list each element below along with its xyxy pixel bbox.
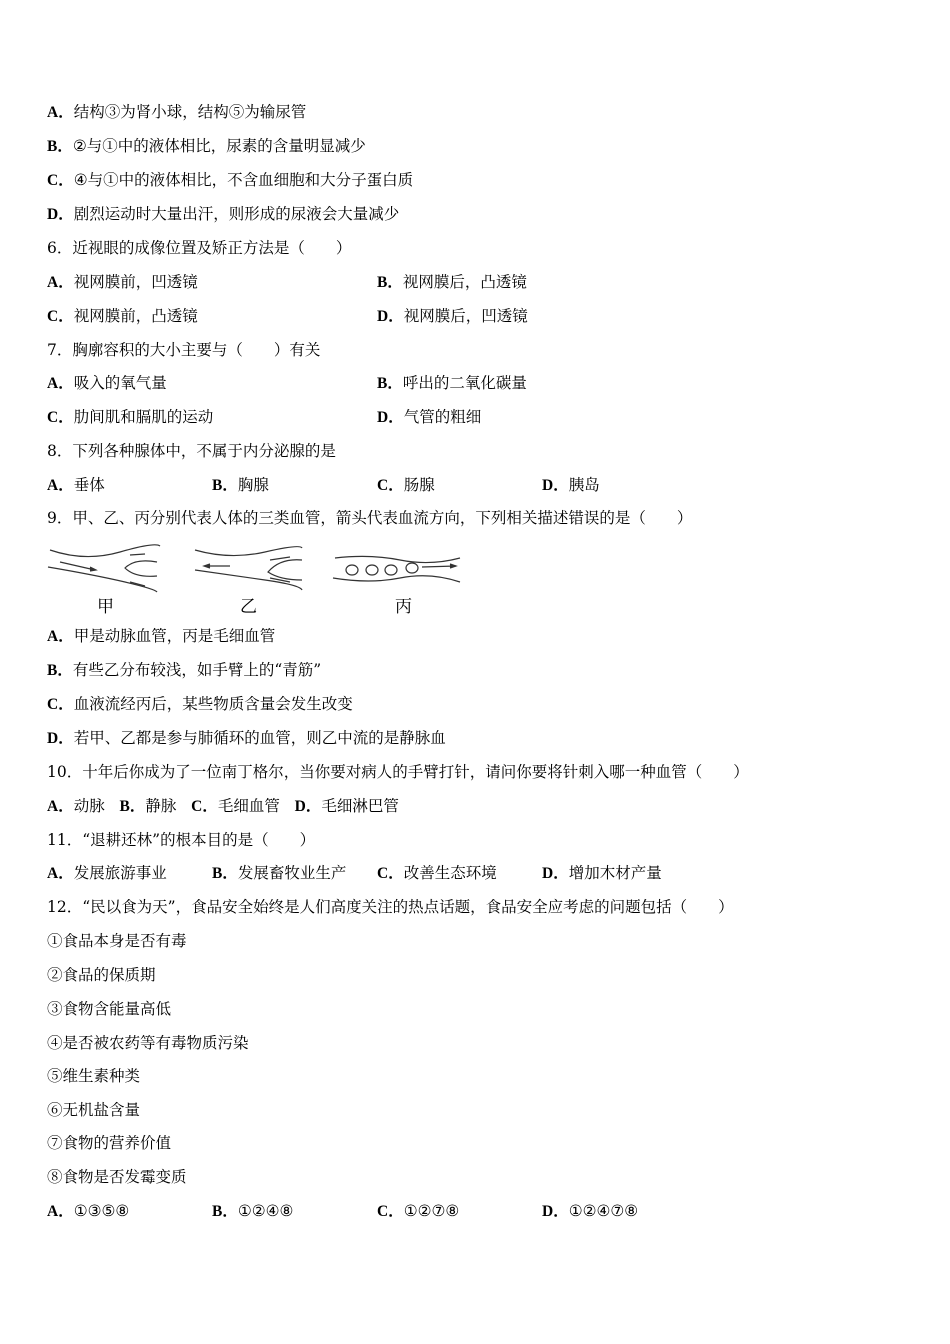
q12-item: ④是否被农药等有毒物质污染 (47, 1034, 249, 1052)
figure-label-bing: 丙 (395, 597, 412, 617)
q6-option-a (47, 272, 198, 293)
option-label: B． (377, 274, 403, 291)
option-text: 视网膜前，凹透镜 (73, 273, 198, 291)
option-text: ②与①中的液体相比，尿素的含量明显减少 (72, 137, 366, 155)
option-text: 动脉 (73, 797, 105, 815)
q9-option-c (47, 694, 353, 715)
q12-item: ⑥无机盐含量 (47, 1101, 141, 1119)
option-text: 肋间肌和膈肌的运动 (73, 408, 214, 426)
option-label: A． (47, 1203, 74, 1220)
q6-stem: 6．近视眼的成像位置及矫正方法是（ ） (47, 239, 352, 257)
option-label: C． (47, 172, 74, 189)
option-text: 毛细淋巴管 (321, 797, 399, 815)
option-text: 垂体 (73, 476, 105, 494)
option-text: 肠腺 (403, 476, 435, 494)
option-text: 剧烈运动时大量出汗，则形成的尿液会大量减少 (73, 205, 400, 223)
q7-stem: 7．胸廓容积的大小主要与（ ）有关 (47, 341, 321, 359)
option-text: 甲是动脉血管，丙是毛细血管 (73, 627, 276, 645)
q11-option-d (542, 863, 662, 884)
option-text: 发展畜牧业生产 (237, 864, 347, 882)
q7-option-a (47, 373, 167, 394)
q10-options (47, 796, 399, 817)
q8-option-a (47, 475, 105, 496)
q6-option-d (377, 306, 528, 327)
q7-option-d (377, 407, 481, 428)
option-text: 视网膜前，凸透镜 (73, 307, 198, 325)
artery-drawing (48, 545, 160, 592)
q5-option-c (47, 170, 413, 191)
option-text: 静脉 (145, 797, 177, 815)
option-text: ①②④⑦⑧ (568, 1202, 639, 1220)
capillary-drawing (333, 556, 460, 582)
option-label: D． (377, 409, 404, 426)
blood-vessel-figure (45, 540, 475, 615)
q12-option-b (212, 1201, 293, 1222)
option-text: 呼出的二氧化碳量 (402, 374, 527, 392)
figure-label-jia: 甲 (97, 597, 114, 617)
q5-option-d (47, 204, 399, 225)
q6-option-c (47, 306, 198, 327)
q12-item: ⑤维生素种类 (47, 1067, 141, 1085)
q12-item: ①食品本身是否有毒 (47, 932, 187, 950)
option-text: 气管的粗细 (403, 408, 482, 426)
option-label: C． (377, 477, 404, 494)
q11-option-b (212, 863, 346, 884)
vein-drawing (195, 547, 302, 590)
option-label: B． (119, 798, 146, 815)
q12-item: ③食物含能量高低 (47, 1000, 172, 1018)
option-label: A． (47, 274, 74, 291)
option-text: 改善生态环境 (403, 864, 497, 882)
q12-item: ⑦食物的营养价值 (47, 1134, 172, 1152)
option-label: A． (47, 865, 74, 882)
q5-option-b (47, 136, 366, 157)
option-label: C． (191, 798, 218, 815)
q7-option-c (47, 407, 213, 428)
option-label: B． (212, 865, 238, 882)
option-label: C． (47, 409, 74, 426)
q6-option-b (377, 272, 527, 293)
figure-label-yi: 乙 (240, 597, 257, 617)
option-label: B． (212, 1203, 238, 1220)
option-text: 发展旅游事业 (73, 864, 167, 882)
option-text: 若甲、乙都是参与肺循环的血管，则乙中流的是静脉血 (73, 729, 446, 747)
option-label: D． (542, 1203, 569, 1220)
q8-option-c (377, 475, 435, 496)
option-text: 视网膜后，凸透镜 (402, 273, 527, 291)
q12-item: ②食品的保质期 (47, 966, 156, 984)
option-label: C． (377, 865, 404, 882)
option-label: D． (47, 730, 74, 747)
q10-stem: 10．十年后你成为了一位南丁格尔，当你要对病人的手臂打针，请问你要将针刺入哪一种血管（ ） (47, 763, 749, 781)
option-label: C． (377, 1203, 404, 1220)
option-label: A． (47, 104, 74, 121)
option-text: 有些乙分布较浅，如手臂上的“青筋” (72, 661, 322, 679)
option-text: 吸入的氧气量 (73, 374, 167, 392)
option-label: D． (542, 477, 569, 494)
q12-option-a (47, 1201, 129, 1222)
option-label: A． (47, 375, 74, 392)
option-label: D． (47, 206, 74, 223)
option-label: A． (47, 798, 74, 815)
option-label: B． (47, 138, 73, 155)
option-label: D． (294, 798, 322, 815)
option-text: 毛细血管 (217, 797, 280, 815)
option-label: C． (47, 696, 74, 713)
q12-option-d (542, 1201, 638, 1222)
q11-option-a (47, 863, 167, 884)
q8-stem: 8．下列各种腺体中，不属于内分泌腺的是 (47, 442, 336, 460)
q12-option-c (377, 1201, 459, 1222)
option-label: A． (47, 628, 74, 645)
option-label: B． (377, 375, 403, 392)
q8-option-d (542, 475, 600, 496)
q12-item: ⑧食物是否发霉变质 (47, 1168, 187, 1186)
option-text: 结构③为肾小球，结构⑤为输尿管 (73, 103, 307, 121)
option-text: 视网膜后，凹透镜 (403, 307, 528, 325)
option-text: 胸腺 (237, 476, 269, 494)
q9-stem: 9．甲、乙、丙分别代表人体的三类血管，箭头代表血流方向，下列相关描述错误的是（ ） (47, 509, 693, 527)
option-label: D． (377, 308, 404, 325)
blood-vessel-diagram (45, 540, 475, 595)
option-text: 胰岛 (568, 476, 600, 494)
q9-option-a (47, 626, 275, 647)
q7-option-b (377, 373, 527, 394)
q11-stem: 11．“退耕还林”的根本目的是（ ） (47, 831, 316, 849)
option-label: B． (212, 477, 238, 494)
q11-option-c (377, 863, 497, 884)
option-text: 血液流经丙后，某些物质含量会发生改变 (73, 695, 353, 713)
option-text: ①②④⑧ (237, 1202, 294, 1220)
q8-option-b (212, 475, 269, 496)
option-text: ①③⑤⑧ (73, 1202, 130, 1220)
option-text: 增加木材产量 (568, 864, 662, 882)
option-label: D． (542, 865, 569, 882)
q12-stem: 12．“民以食为天”，食品安全始终是人们高度关注的热点话题，食品安全应考虑的问题包括（ ） (47, 898, 734, 916)
option-label: C． (47, 308, 74, 325)
q5-option-a (47, 102, 306, 123)
option-label: A． (47, 477, 74, 494)
q9-option-b (47, 660, 321, 681)
option-text: ④与①中的液体相比，不含血细胞和大分子蛋白质 (73, 171, 414, 189)
option-label: B． (47, 662, 73, 679)
option-text: ①②⑦⑧ (403, 1202, 460, 1220)
q9-option-d (47, 728, 446, 749)
